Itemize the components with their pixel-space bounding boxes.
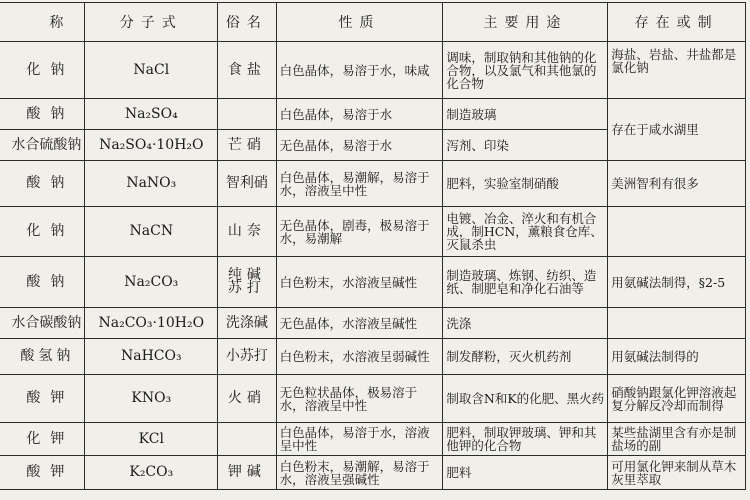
table-row (0, 161, 746, 207)
header-properties: 性质 (276, 3, 443, 42)
cell-properties: 白色粉末，水溶液呈碱性 (276, 257, 443, 308)
cell-occurrence: 可用氯化钾来制从草木灰里萃取 (608, 456, 746, 490)
cell-uses: 制造玻璃、炼钢、纺织、造纸、制肥皂和净化石油等 (443, 257, 608, 308)
cell-uses: 洗涤 (443, 308, 608, 339)
cell-occurrence: 用氨碱法制得，§2-5 (608, 257, 746, 308)
table-row (0, 207, 746, 257)
cell-common: 钾碱 (218, 456, 276, 490)
header-formula: 分子式 (85, 3, 218, 42)
header-row (0, 3, 746, 42)
cell-uses: 制造玻璃 (443, 99, 608, 130)
cell-uses: 调味，制取钠和其他钠的化合物，以及氯气和其他氯的化合物 (443, 42, 608, 99)
header-uses: 主要用途 (443, 3, 608, 42)
cell-formula: NaNO₃ (85, 161, 218, 207)
table-row (0, 456, 746, 490)
cell-uses: 电镀、冶金、淬火和有机合成，制HCN，薰粮食仓库、灭鼠杀虫 (443, 207, 608, 257)
cell-name: 酸钾 (0, 375, 85, 423)
cell-common: 纯碱 苏打 (218, 257, 276, 308)
cell-common (218, 99, 276, 130)
cell-properties: 白色晶体，易溶于水，溶液呈中性 (276, 423, 443, 456)
cell-common: 食盐 (218, 42, 276, 99)
cell-occurrence (608, 207, 746, 257)
cell-formula: NaCl (85, 42, 218, 99)
cell-occurrence: 用氨碱法制得的 (608, 339, 746, 375)
cell-occurrence: 存在于咸水湖里 (608, 99, 746, 161)
cell-formula: Na₂SO₄·10H₂O (85, 130, 218, 161)
cell-occurrence (608, 308, 746, 339)
header-occurrence: 存在或制 (608, 3, 746, 42)
cell-common: 山奈 (218, 207, 276, 257)
cell-properties: 无色粒状晶体，极易溶于水，溶液呈中性 (276, 375, 443, 423)
cell-formula: NaHCO₃ (85, 339, 218, 375)
cell-formula: KCl (85, 423, 218, 456)
table-row (0, 339, 746, 375)
cell-common: 洗涤碱 (218, 308, 276, 339)
table-row (0, 42, 746, 99)
cell-properties: 白色晶体，易潮解，易溶于水，溶液呈中性 (276, 161, 443, 207)
cell-name: 化钾 (0, 423, 85, 456)
cell-uses: 肥料，制取钾玻璃、钾和其他钾的化合物 (443, 423, 608, 456)
cell-formula: KNO₃ (85, 375, 218, 423)
cell-uses: 泻剂、印染 (443, 130, 608, 161)
table-row (0, 375, 746, 423)
cell-common: 小苏打 (218, 339, 276, 375)
cell-name: 水合硫酸钠 (0, 130, 85, 161)
cell-name: 酸钠 (0, 257, 85, 308)
cell-formula: K₂CO₃ (85, 456, 218, 490)
cell-properties: 无色晶体，剧毒，极易溶于水，易潮解 (276, 207, 443, 257)
cell-properties: 无色晶体，水溶液呈碱性 (276, 308, 443, 339)
cell-formula: NaCN (85, 207, 218, 257)
cell-uses: 肥料，实验室制硝酸 (443, 161, 608, 207)
cell-occurrence: 硝酸钠跟氯化钾溶液起复分解反冷却而制得 (608, 375, 746, 423)
chemical-table (0, 2, 746, 490)
cell-occurrence: 美洲智利有很多 (608, 161, 746, 207)
cell-name: 水合碳酸钠 (0, 308, 85, 339)
cell-properties: 白色晶体，易溶于水，味咸 (276, 42, 443, 99)
cell-name: 酸钠 (0, 161, 85, 207)
cell-properties: 白色晶体，易溶于水 (276, 99, 443, 130)
cell-occurrence: 海盐、岩盐、井盐都是氯化钠 (608, 42, 746, 99)
table-row (0, 308, 746, 339)
cell-common: 智利硝 (218, 161, 276, 207)
cell-name: 酸钾 (0, 456, 85, 490)
table-row (0, 99, 746, 130)
cell-properties: 白色粉末，易潮解，易溶于水，溶液呈强碱性 (276, 456, 443, 490)
cell-formula: Na₂CO₃ (85, 257, 218, 308)
cell-name: 化钠 (0, 42, 85, 99)
cell-formula: Na₂SO₄ (85, 99, 218, 130)
cell-uses: 制取含N和K的化肥、黑火药 (443, 375, 608, 423)
cell-occurrence: 某些盐湖里含有亦是制盐场的副 (608, 423, 746, 456)
header-name: 称 (0, 3, 85, 42)
cell-name: 酸钠 (0, 99, 85, 130)
table-row (0, 423, 746, 456)
cell-properties: 白色粉末，水溶液呈弱碱性 (276, 339, 443, 375)
cell-common: 火硝 (218, 375, 276, 423)
cell-name: 酸氢钠 (0, 339, 85, 375)
cell-properties: 无色晶体，易溶于水 (276, 130, 443, 161)
cell-common (218, 423, 276, 456)
cell-name: 化钠 (0, 207, 85, 257)
header-common: 俗名 (218, 3, 276, 42)
cell-uses: 肥料 (443, 456, 608, 490)
cell-uses: 制发酵粉，灭火机药剂 (443, 339, 608, 375)
cell-formula: Na₂CO₃·10H₂O (85, 308, 218, 339)
cell-common: 芒硝 (218, 130, 276, 161)
table-row (0, 257, 746, 308)
